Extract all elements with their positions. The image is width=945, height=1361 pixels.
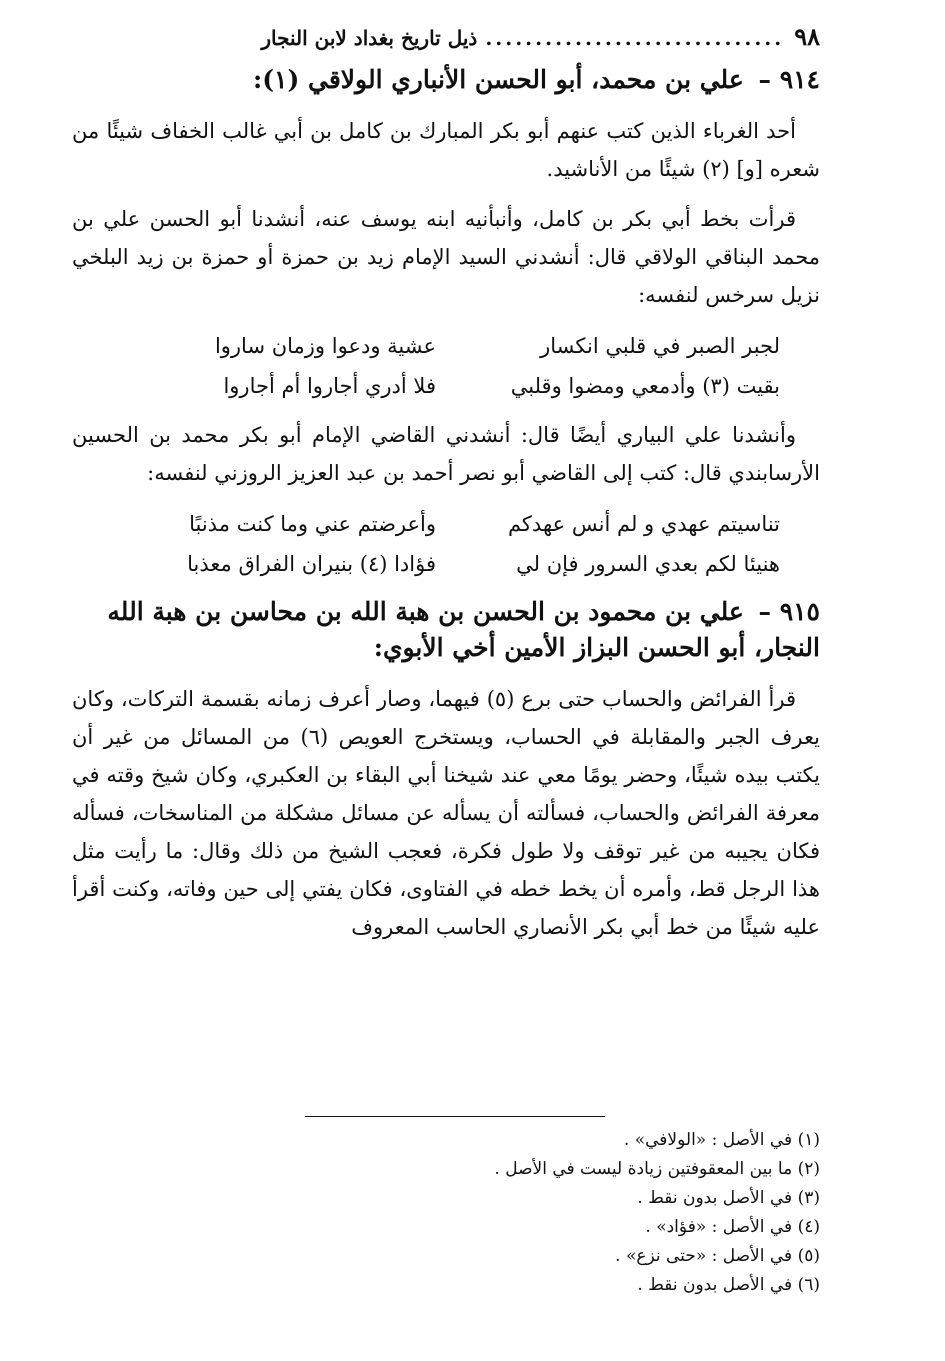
entry-914-number: ٩١٤ – — [758, 65, 820, 94]
entry-915-title — [72, 594, 820, 666]
footnotes — [72, 1126, 820, 1300]
footnote-4: (٤) في الأصل : «فؤاد» . — [645, 1217, 820, 1237]
footnote-1: (١) في الأصل : «الولافي» . — [623, 1130, 820, 1150]
poem-2-line-2-hemistich-1: هنيئا لكم بعدي السرور فإن لي — [516, 552, 780, 576]
entry-914-paragraph-1: أحد الغرباء الذين كتب عنهم أبو بكر المبارك بن كامل بن أبي غالب الخفاف شيئًا من شعره [و] (٢) شيئًا من الأناشيد. — [72, 119, 820, 181]
poem-1 — [72, 326, 820, 406]
entry-914-heading: علي بن محمد، أبو الحسن الأنباري الولاقي (١): — [252, 65, 744, 94]
footnote-3: (٣) في الأصل بدون نقط . — [637, 1188, 820, 1208]
footnote-separator — [305, 1116, 605, 1117]
entry-914-title — [72, 62, 820, 98]
footnote-2: (٢) ما بين المعقوفتين زيادة ليست في الأصل . — [494, 1159, 820, 1179]
poem-2-line-2-hemistich-2: فؤادا (٤) بنيران الفراق معذبا — [187, 552, 436, 576]
poem-1-line-1-hemistich-2: عشية ودعوا وزمان ساروا — [214, 334, 436, 358]
page-number: ٩٨ — [794, 22, 820, 51]
entry-915-paragraph: قرأ الفرائض والحساب حتى برع (٥) فيهما، وصار أعرف زمانه بقسمة التركات، وكان يعرف الجبر والمقابلة في الحساب، ويستخرج العويص (٦) من المسائل من غير أن يكتب بيده شيئًا، وحضر يومًا معي عند شيخنا أبي البقاء بن العكبري، وكان شيخ وقته في معرفة الفرائض والحساب، فسألته أن يسأله عن مسائل مشكلة من المناسخات، فسأله فكان يجيبه من غير توقف ولا طول فكرة، فعجب الشيخ من ذلك وقال: ما رأيت مثل هذا الرجل قط، وأمره أن يخط خطه في الفتاوى، فكان يفتي إلى حين وفاته، وكنت أقرأ عليه شيئًا من خط أبي بكر الأنصاري الحاسب المعروف — [72, 687, 820, 939]
entry-914-paragraph-3: وأنشدنا علي البياري أيضًا قال: أنشدني القاضي الإمام أبو بكر محمد بن الحسين الأرسابندي قال: كتب إلى القاضي أبو نصر أحمد بن عبد العزيز الروزني لنفسه: — [72, 423, 820, 485]
entry-915-number: ٩١٥ – — [758, 597, 820, 626]
poem-1-line-1-hemistich-1: لجبر الصبر في قلبي انكسار — [540, 334, 780, 358]
poem-1-line-2-hemistich-2: فلا أدري أجاروا أم أجاروا — [223, 374, 436, 398]
running-title: ذيل تاريخ بغداد لابن النجار — [261, 26, 478, 50]
poem-2 — [72, 504, 820, 584]
poem-1-line-2-hemistich-1: بقيت (٣) وأدمعي ومضوا وقلبي — [510, 374, 780, 398]
header-leader-dots: .............................. — [485, 26, 785, 50]
running-header — [72, 22, 820, 60]
entry-914-paragraph-2: قرأت بخط أبي بكر بن كامل، وأنبأنيه ابنه يوسف عنه، أنشدنا أبو الحسن علي بن محمد البناقي الولاقي قال: أنشدني السيد الإمام زيد بن حمزة أو حمزة بن زيد البلخي نزيل سرخس لنفسه: — [72, 207, 820, 307]
entry-915-heading: علي بن محمود بن الحسن بن هبة الله بن محاسن بن هبة الله النجار، أبو الحسن البزاز الأمين أخي الأبوي: — [107, 597, 820, 662]
poem-2-line-1-hemistich-1: تناسيتم عهدي و لم أنس عهدكم — [507, 512, 780, 536]
footnote-6: (٦) في الأصل بدون نقط . — [637, 1275, 820, 1295]
page-body — [72, 22, 820, 958]
poem-2-line-1-hemistich-2: وأعرضتم عني وما كنت مذنبًا — [189, 512, 436, 536]
footnote-5: (٥) في الأصل : «حتى نزع» . — [615, 1246, 820, 1266]
